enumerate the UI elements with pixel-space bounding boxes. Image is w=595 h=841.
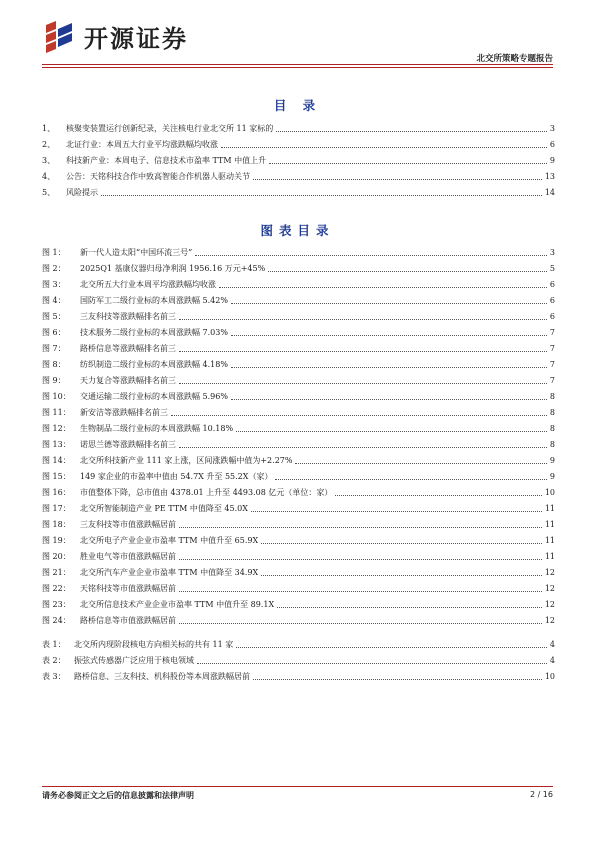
toc-entry-number: 5、 (42, 188, 56, 197)
figure-entry-text: 三友科技等涨跌幅排名前三 (80, 312, 176, 321)
figure-entry-text: 北交所科技新产业 111 家上涨，区间涨跌幅中值为+2.27% (80, 456, 293, 465)
toc-entry[interactable] (42, 166, 555, 182)
figure-entry[interactable] (42, 498, 555, 514)
figure-entry-page: 9 (549, 472, 555, 481)
toc-entry-text: 公告：天铭科技合作中致高智能合作机器人驱动关节 (66, 172, 250, 181)
toc-entry-page: 13 (544, 172, 555, 181)
figure-entry-number: 图 8： (42, 360, 66, 369)
figure-entry-number: 图 18： (42, 520, 71, 529)
dot-leader (251, 511, 542, 512)
figure-entry-page: 8 (549, 440, 555, 449)
dot-leader (179, 447, 547, 448)
toc-entry[interactable] (42, 182, 555, 198)
table-entry-number: 表 3： (42, 672, 66, 681)
figure-entry[interactable] (42, 338, 555, 354)
dot-leader (275, 479, 546, 480)
figure-entry-page: 11 (544, 536, 555, 545)
figure-entry[interactable] (42, 290, 555, 306)
table-entry[interactable] (42, 650, 555, 666)
figure-entry-page: 10 (544, 488, 555, 497)
toc-entry[interactable] (42, 134, 555, 150)
figure-entry-text: 北交所汽车产业企业市盈率 TTM 中值降至 34.9X (80, 568, 259, 577)
figure-entry-page: 6 (549, 280, 555, 289)
toc-entry-page: 9 (549, 156, 555, 165)
dot-leader (269, 163, 547, 164)
figure-entry-text: 纺织制造二级行业标的本周涨跌幅 4.18% (80, 360, 228, 369)
figure-entry-text: 149 家企业的市盈率中值由 54.7X 升至 55.2X（家） (80, 472, 273, 481)
dot-leader (335, 495, 541, 496)
table-entry-page: 4 (549, 640, 555, 649)
header-divider (42, 64, 553, 65)
figures-title: 图表目录 (260, 223, 335, 238)
figure-entry-number: 图 20： (42, 552, 71, 561)
figure-entry[interactable] (42, 418, 555, 434)
figure-entry-page: 7 (549, 328, 555, 337)
table-entry-page: 10 (544, 672, 555, 681)
dot-leader (253, 179, 542, 180)
figure-entry-text: 诺思兰德等涨跌幅排名前三 (80, 440, 176, 449)
toc-entry-number: 4、 (42, 172, 56, 181)
dot-leader (197, 663, 547, 664)
toc-entry-page: 6 (549, 140, 555, 149)
figure-entry-page: 11 (544, 520, 555, 529)
toc-entry[interactable] (42, 118, 555, 134)
dot-leader (276, 131, 547, 132)
figure-entry-number: 图 16： (42, 488, 71, 497)
footer-disclaimer: 请务必参阅正文之后的信息披露和法律声明 (42, 791, 194, 800)
toc-entry-text: 风险提示 (66, 188, 98, 197)
figure-entry-text: 北交所五大行业本周平均涨跌幅均收涨 (80, 280, 216, 289)
figures-list (42, 242, 555, 626)
figure-entry[interactable] (42, 434, 555, 450)
figure-entry-number: 图 13： (42, 440, 71, 449)
dot-leader (231, 399, 547, 400)
toc-entry-text: 科技新产业：本周电子、信息技术市盈率 TTM 中值上升 (66, 156, 267, 165)
figure-entry-number: 图 2： (42, 264, 66, 273)
figure-entry-page: 6 (549, 312, 555, 321)
dot-leader (231, 335, 547, 336)
figure-entry-number: 图 7： (42, 344, 66, 353)
figure-entry[interactable] (42, 546, 555, 562)
figure-entry-number: 图 21： (42, 568, 71, 577)
figure-entry-page: 11 (544, 552, 555, 561)
figure-entry-number: 图 3： (42, 280, 66, 289)
figure-entry-page: 7 (549, 344, 555, 353)
dot-leader (277, 607, 542, 608)
figure-entry-page: 12 (544, 616, 555, 625)
figure-entry-number: 图 5： (42, 312, 66, 321)
figure-entry[interactable] (42, 322, 555, 338)
page-indicator: 2 / 16 (529, 790, 553, 799)
figure-entry-text: 路桥信息等市值涨跌幅居前 (80, 616, 176, 625)
table-entry-page: 4 (549, 656, 555, 665)
figure-entry-number: 图 1： (42, 248, 66, 257)
table-entry-number: 表 2： (42, 656, 66, 665)
dot-leader (179, 351, 547, 352)
company-logo (42, 18, 188, 54)
figure-entry-text: 新一代人造太阳“中国环流三号” (80, 248, 193, 257)
figure-entry-text: 胜业电气等市值涨跌幅居前 (80, 552, 176, 561)
figure-entry-page: 8 (549, 424, 555, 433)
dot-leader (261, 575, 542, 576)
figure-entry[interactable] (42, 514, 555, 530)
toc-entry-text: 北证行业：本周五大行业平均涨跌幅均收涨 (66, 140, 218, 149)
figure-entry-number: 图 9： (42, 376, 66, 385)
figure-entry-number: 图 12： (42, 424, 71, 433)
figure-entry[interactable] (42, 594, 555, 610)
dot-leader (179, 383, 547, 384)
table-entry-number: 表 1： (42, 640, 66, 649)
dot-leader (236, 647, 547, 648)
toc-entry-page: 14 (544, 188, 555, 197)
figure-entry-text: 三友科技等市值涨跌幅居前 (80, 520, 176, 529)
dot-leader (219, 287, 547, 288)
dot-leader (179, 319, 547, 320)
dot-leader (179, 559, 542, 560)
figure-entry-text: 生物制品二级行业标的本周涨跌幅 10.18% (80, 424, 234, 433)
dot-leader (231, 303, 547, 304)
dot-leader (295, 463, 546, 464)
figure-entry[interactable] (42, 306, 555, 322)
dot-leader (179, 591, 542, 592)
footer-divider (42, 786, 553, 787)
figure-entry-page: 6 (549, 296, 555, 305)
logo-mark-icon (42, 19, 76, 53)
figure-entry-text: 新安洁等涨跌幅排名前三 (80, 408, 168, 417)
figure-entry-text: 国防军工二级行业标的本周涨跌幅 5.42% (80, 296, 228, 305)
figure-entry-number: 图 22： (42, 584, 71, 593)
figure-entry-number: 图 15： (42, 472, 71, 481)
figure-entry-number: 图 23： (42, 600, 71, 609)
figure-entry[interactable] (42, 274, 555, 290)
logo-text: 开源证券 (84, 24, 188, 53)
figure-entry[interactable] (42, 386, 555, 402)
dot-leader (179, 623, 542, 624)
table-entry-text: 振弦式传感器广泛应用于核电领域 (74, 656, 194, 665)
dot-leader (268, 271, 547, 272)
figure-entry-text: 市值整体下降，总市值由 4378.01 上升至 4493.08 亿元（单位：家） (80, 488, 333, 497)
figure-entry-text: 天铭科技等市值涨跌幅居前 (80, 584, 176, 593)
figure-entry[interactable] (42, 610, 555, 626)
figure-entry[interactable] (42, 370, 555, 386)
figure-entry[interactable] (42, 450, 555, 466)
figure-entry-page: 11 (544, 504, 555, 513)
figure-entry-page: 12 (544, 600, 555, 609)
dot-leader (179, 527, 542, 528)
figure-entry-page: 7 (549, 360, 555, 369)
dot-leader (171, 415, 547, 416)
figure-entry[interactable] (42, 578, 555, 594)
figure-entry-text: 北交所电子产业企业市盈率 TTM 中值升至 65.9X (80, 536, 259, 545)
figure-entry[interactable] (42, 242, 555, 258)
figure-entry-page: 12 (544, 568, 555, 577)
toc-title: 目 录 (273, 98, 322, 113)
figure-entry[interactable] (42, 258, 555, 274)
toc-entry-text: 核聚变装置运行创新纪录，关注核电行业北交所 11 家标的 (66, 124, 274, 133)
figure-entry-number: 图 17： (42, 504, 71, 513)
tables-list (42, 634, 555, 682)
dot-leader (101, 195, 542, 196)
figure-entry-page: 5 (549, 264, 555, 273)
figure-entry-number: 图 6： (42, 328, 66, 337)
table-entry[interactable] (42, 634, 555, 650)
toc-list (42, 118, 555, 198)
figure-entry-page: 12 (544, 584, 555, 593)
figure-entry-number: 图 14： (42, 456, 71, 465)
figure-entry-text: 路桥信息等涨跌幅排名前三 (80, 344, 176, 353)
table-entry[interactable] (42, 666, 555, 682)
dot-leader (195, 255, 547, 256)
table-entry-text: 北交所内现阶段核电方向相关标的共有 11 家 (74, 640, 234, 649)
toc-entry-number: 3、 (42, 156, 56, 165)
figure-entry[interactable] (42, 402, 555, 418)
toc-entry-page: 3 (549, 124, 555, 133)
figure-entry[interactable] (42, 482, 555, 498)
figure-entry-text: 交通运输二级行业标的本周涨跌幅 5.96% (80, 392, 228, 401)
figure-entry-text: 天力复合等涨跌幅排名前三 (80, 376, 176, 385)
figure-entry-number: 图 19： (42, 536, 71, 545)
toc-entry[interactable] (42, 150, 555, 166)
toc-entry-number: 1、 (42, 124, 56, 133)
dot-leader (253, 679, 542, 680)
figure-entry-page: 9 (549, 456, 555, 465)
dot-leader (261, 543, 542, 544)
figure-entry-number: 图 10： (42, 392, 71, 401)
figure-entry[interactable] (42, 466, 555, 482)
figure-entry-page: 8 (549, 408, 555, 417)
toc-entry-number: 2、 (42, 140, 56, 149)
figure-entry-page: 7 (549, 376, 555, 385)
figure-entry[interactable] (42, 530, 555, 546)
dot-leader (236, 431, 547, 432)
report-type: 北交所策略专题报告 (476, 54, 553, 64)
figure-entry-number: 图 24： (42, 616, 71, 625)
figure-entry-text: 北交所智能制造产业 PE TTM 中值降至 45.0X (80, 504, 248, 513)
table-entry-text: 路桥信息、三友科技、机科股份等本周涨跌幅居前 (74, 672, 250, 681)
figure-entry-page: 3 (549, 248, 555, 257)
figure-entry[interactable] (42, 354, 555, 370)
dot-leader (231, 367, 547, 368)
figure-entry-page: 8 (549, 392, 555, 401)
figure-entry-text: 北交所信息技术产业企业市盈率 TTM 中值升至 89.1X (80, 600, 275, 609)
figure-entry-number: 图 4： (42, 296, 66, 305)
dot-leader (221, 147, 547, 148)
figure-entry-number: 图 11： (42, 408, 71, 417)
header-divider-thin (42, 67, 553, 68)
figure-entry-text: 技术服务二级行业标的本周涨跌幅 7.03% (80, 328, 228, 337)
figure-entry[interactable] (42, 562, 555, 578)
figure-entry-text: 2025Q1 基康仪器归母净利润 1956.16 万元+45% (80, 264, 266, 273)
